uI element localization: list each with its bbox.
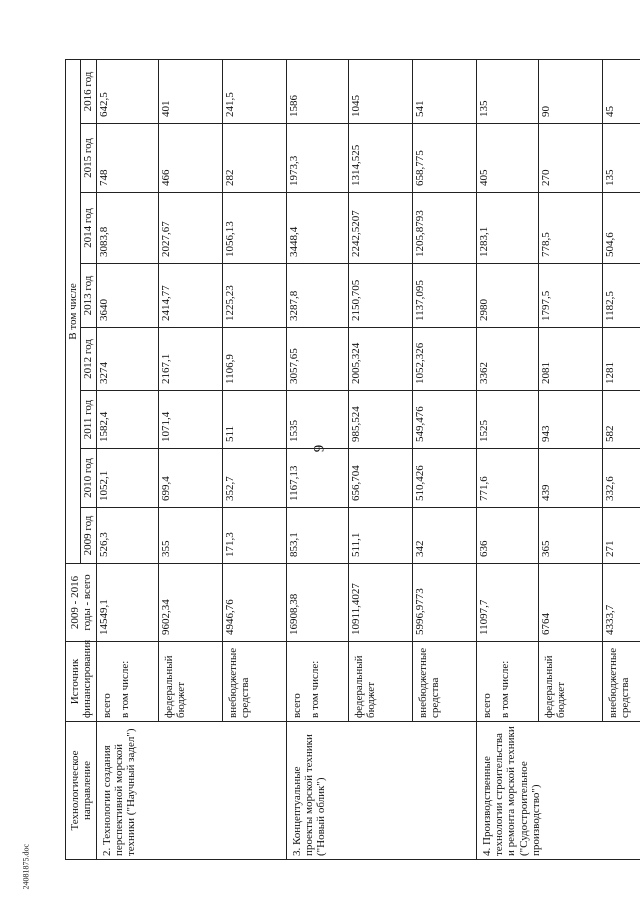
year-value-cell: 1281 [602, 328, 640, 391]
year-value-cell: 3287,8 [286, 264, 348, 328]
year-value-cell: 1071,4 [158, 391, 222, 449]
header-source: Источник финансирования [66, 642, 97, 722]
source-label: всего [480, 693, 493, 718]
total-cell: 4333,7 [602, 564, 640, 642]
year-value-cell: 352,7 [222, 449, 286, 508]
direction-cell: 3. Концептуальные проекты морской техники ("Новый облик") [286, 722, 476, 860]
header-year: 2014 год [81, 193, 96, 264]
header-year: 2013 год [81, 264, 96, 328]
year-value-cell: 1045 [348, 59, 412, 123]
total-cell: 4946,76 [222, 564, 286, 642]
direction-cell: 4. Производственные технологии строительства и ремонта морской техники ("Судостроительное производство") [476, 722, 640, 860]
source-cell [602, 642, 640, 722]
source-label: федеральный бюджет [162, 655, 187, 718]
year-value-cell: 1535 [286, 391, 348, 449]
year-value-cell: 985,524 [348, 391, 412, 449]
year-value-cell: 2027,67 [158, 193, 222, 264]
year-value-cell: 3640 [96, 264, 158, 328]
source-label: федеральный бюджет [542, 655, 567, 718]
year-value-cell: 1283,1 [476, 193, 538, 264]
year-value-cell: 1205,8793 [412, 193, 476, 264]
year-value-cell: 2242,5207 [348, 193, 412, 264]
year-value-cell: 526,3 [96, 508, 158, 564]
year-value-cell: 2167,1 [158, 328, 222, 391]
source-cell [538, 642, 602, 722]
year-value-cell: 271 [602, 508, 640, 564]
year-value-cell: 504,6 [602, 193, 640, 264]
source-sublabel: в том числе: [308, 660, 321, 718]
total-cell: 10911,4027 [348, 564, 412, 642]
year-value-cell: 636 [476, 508, 538, 564]
rotated-table-container [65, 60, 631, 860]
year-value-cell: 943 [538, 391, 602, 449]
source-cell [222, 642, 286, 722]
total-cell: 5996,9773 [412, 564, 476, 642]
source-cell [412, 642, 476, 722]
year-value-cell: 1225,23 [222, 264, 286, 328]
year-value-cell: 405 [476, 124, 538, 193]
header-year: 2010 год [81, 449, 96, 508]
year-value-cell: 1167,13 [286, 449, 348, 508]
source-cell [286, 642, 348, 722]
source-cell [476, 642, 538, 722]
year-value-cell: 1182,5 [602, 264, 640, 328]
year-value-cell: 1586 [286, 59, 348, 123]
document-code: 24081875.doc [21, 843, 31, 890]
year-value-cell: 1137,095 [412, 264, 476, 328]
header-year: 2009 год [81, 508, 96, 564]
year-value-cell: 365 [538, 508, 602, 564]
year-value-cell: 1314,525 [348, 124, 412, 193]
year-value-cell: 2005,324 [348, 328, 412, 391]
year-value-cell: 466 [158, 124, 222, 193]
direction-cell: 2. Технологии создания перспективной морской техники ("Научный задел") [96, 722, 286, 860]
year-value-cell: 2150,705 [348, 264, 412, 328]
header-year: 2015 год [81, 124, 96, 193]
table-row [476, 59, 538, 859]
total-cell: 14549,1 [96, 564, 158, 642]
year-value-cell: 642,5 [96, 59, 158, 123]
source-cell [348, 642, 412, 722]
year-value-cell: 778,5 [538, 193, 602, 264]
year-value-cell: 1056,13 [222, 193, 286, 264]
year-value-cell: 3057,65 [286, 328, 348, 391]
source-label: всего [100, 693, 113, 718]
total-cell: 11097,7 [476, 564, 538, 642]
source-cell [158, 642, 222, 722]
year-value-cell: 241,5 [222, 59, 286, 123]
source-cell [96, 642, 158, 722]
year-value-cell: 2414,77 [158, 264, 222, 328]
total-cell: 9602,34 [158, 564, 222, 642]
year-value-cell: 541 [412, 59, 476, 123]
year-value-cell: 3083,8 [96, 193, 158, 264]
source-sublabel: в том числе: [118, 660, 131, 718]
year-value-cell: 332,6 [602, 449, 640, 508]
year-value-cell: 582 [602, 391, 640, 449]
year-value-cell: 1797,5 [538, 264, 602, 328]
year-value-cell: 699,4 [158, 449, 222, 508]
year-value-cell: 171,3 [222, 508, 286, 564]
source-label: всего [290, 693, 303, 718]
year-value-cell: 3448,4 [286, 193, 348, 264]
year-value-cell: 45 [602, 59, 640, 123]
header-direction: Технологическое направление [66, 722, 97, 860]
source-sublabel: в том числе: [498, 660, 511, 718]
total-cell: 16908,38 [286, 564, 348, 642]
header-year: 2016 год [81, 59, 96, 123]
year-value-cell: 355 [158, 508, 222, 564]
header-including: В том числе [66, 59, 81, 563]
table-row [96, 59, 158, 859]
year-value-cell: 135 [602, 124, 640, 193]
year-value-cell: 1052,326 [412, 328, 476, 391]
year-value-cell: 135 [476, 59, 538, 123]
year-value-cell: 401 [158, 59, 222, 123]
source-label: внебюджетные средства [226, 647, 251, 718]
year-value-cell: 270 [538, 124, 602, 193]
header-year: 2012 год [81, 328, 96, 391]
table-body [96, 59, 640, 859]
header-year: 2011 год [81, 391, 96, 449]
year-value-cell: 3362 [476, 328, 538, 391]
year-value-cell: 1052,1 [96, 449, 158, 508]
year-value-cell: 658,775 [412, 124, 476, 193]
header-row-1 [66, 59, 81, 859]
year-value-cell: 1582,4 [96, 391, 158, 449]
source-label: внебюджетные средства [416, 647, 441, 718]
year-value-cell: 853,1 [286, 508, 348, 564]
year-value-cell: 549,476 [412, 391, 476, 449]
year-value-cell: 3274 [96, 328, 158, 391]
year-value-cell: 1525 [476, 391, 538, 449]
table-row [286, 59, 348, 859]
year-value-cell: 342 [412, 508, 476, 564]
total-cell: 6764 [538, 564, 602, 642]
year-value-cell: 439 [538, 449, 602, 508]
header-total: 2009 - 2016 годы - всего [66, 564, 97, 642]
year-value-cell: 282 [222, 124, 286, 193]
source-label: внебюджетные средства [606, 647, 631, 718]
year-value-cell: 90 [538, 59, 602, 123]
year-value-cell: 511 [222, 391, 286, 449]
page-number: 9 [311, 444, 328, 453]
source-label: федеральный бюджет [352, 655, 377, 718]
year-value-cell: 771,6 [476, 449, 538, 508]
year-value-cell: 511,1 [348, 508, 412, 564]
year-value-cell: 2081 [538, 328, 602, 391]
year-value-cell: 1106,9 [222, 328, 286, 391]
year-value-cell: 656,704 [348, 449, 412, 508]
year-value-cell: 510,426 [412, 449, 476, 508]
year-value-cell: 748 [96, 124, 158, 193]
year-value-cell: 1973,3 [286, 124, 348, 193]
financing-table [65, 59, 640, 860]
year-value-cell: 2980 [476, 264, 538, 328]
